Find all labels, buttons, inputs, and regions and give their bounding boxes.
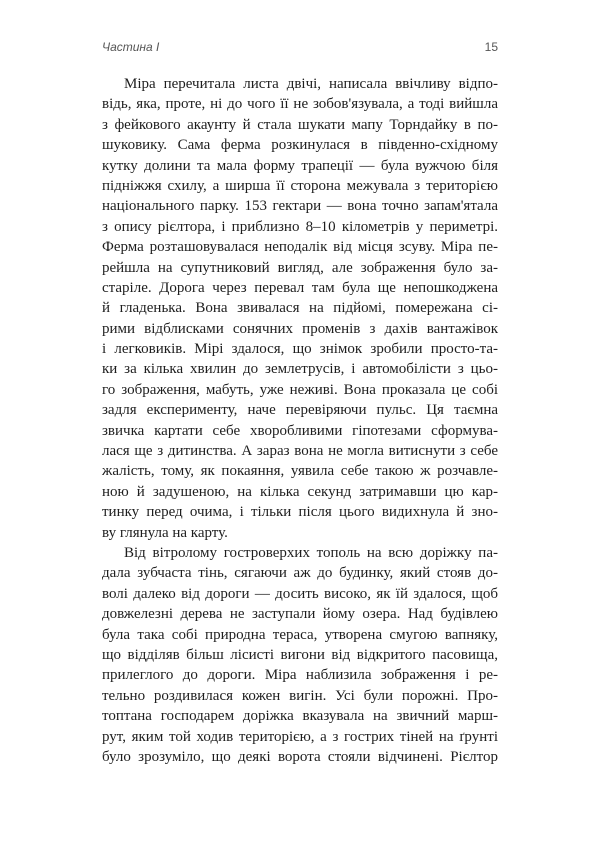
running-header: [102, 40, 498, 58]
text-line: дала зубчаста тінь, сягаючи аж до будинку, який стояв до-: [102, 565, 498, 582]
text-line: з фейкового акаунту й стала шукати мапу Торндайку в по-: [102, 116, 498, 133]
text-line: було зрозуміло, що деякі ворота стояли відчинені. Рієлтор: [102, 748, 498, 765]
text-line: національного парку. 153 гектари — вона точно запам'ятала: [102, 198, 498, 215]
paragraph: [102, 74, 498, 543]
text-line: лася ще з дитинства. А зараз вона не могла витиснути з себе: [102, 443, 498, 460]
text-line: старіле. Дорога через перевал там була ще непошкоджена: [102, 279, 498, 296]
text-line: довжелезні дерева не заступали йому озера. Над будівлею: [102, 606, 498, 623]
text-line: відь, яка, проте, ні до чого її не зобов'язувала, а тоді вийшла: [102, 96, 498, 113]
text-line: рут, яким той ходив територією, а з гострих тіней на ґрунті: [102, 728, 498, 745]
text-line: го зображення, мабуть, уже неживі. Вона проказала це собі: [102, 381, 498, 398]
text-line: звичка картати себе хворобливими гіпотезами сформува-: [102, 422, 498, 439]
text-line: задля експерименту, наче перевіряючи пульс. Ця таємна: [102, 402, 498, 419]
text-line: була така собі природна тераса, утворена смугою вапняку,: [102, 626, 498, 643]
text-line: й гладенька. Вона звивалася на підйомі, помережана сі-: [102, 300, 498, 317]
text-line: ву глянула на карту.: [102, 524, 228, 541]
text-line: кутку долини та мала форму трапеції — була вужчою біля: [102, 157, 498, 174]
text-line: шуковику. Сама ферма розкинулася в південно-східному: [102, 137, 498, 154]
text-line: Міра перечитала листа двічі, написала ввічливу відпо-: [124, 76, 498, 92]
text-line: і легковиків. Мірі здалося, що знімок зробили просто-та-: [102, 341, 498, 358]
text-line: з опису рієлтора, і приблизно 8–10 кілометрів у периметрі.: [102, 218, 498, 235]
text-line: волі далеко від дороги — досить високо, як їй здалося, щоб: [102, 585, 498, 602]
text-line: рейшла на супутниковий вигляд, але зображення було за-: [102, 259, 498, 276]
paragraph: [102, 543, 498, 767]
text-line: ною й задушеною, на кілька секунд затримавши цю кар-: [102, 483, 498, 500]
text-line: Ферма розташовувалася неподалік від місця зсуву. Міра пе-: [102, 239, 498, 256]
page-number: 15: [484, 40, 498, 54]
text-line: ки за кілька хвилин до землетрусів, і автомобілісти з цьо-: [102, 361, 498, 378]
text-line: рими відблисками сонячних променів з дахів вантажівок: [102, 320, 498, 337]
text-line: топтана господарем доріжка вказувала на звичний марш-: [102, 708, 498, 725]
text-line: жалість, тому, як покаяння, уявила себе такою ж розчавле-: [102, 463, 498, 480]
text-line: тельно роздивилася кожен вигін. Усі були порожні. Про-: [102, 687, 498, 704]
chapter-part-label: Частина I: [102, 40, 160, 54]
page-body-text: [102, 74, 498, 767]
text-line: тинку перед очима, і тільки після цього видихнула й зно-: [102, 504, 498, 521]
text-line: прилеглого до дороги. Міра наблизила зображення і ре-: [102, 667, 498, 684]
text-line: Від вітролому гостроверхих тополь на всю доріжку па-: [124, 544, 498, 561]
text-line: що відділяв більш лісисті вигони від відкритого пасовища,: [102, 646, 498, 663]
text-line: підніжжя схилу, а ширша її сторона межувала з територією: [102, 177, 498, 194]
